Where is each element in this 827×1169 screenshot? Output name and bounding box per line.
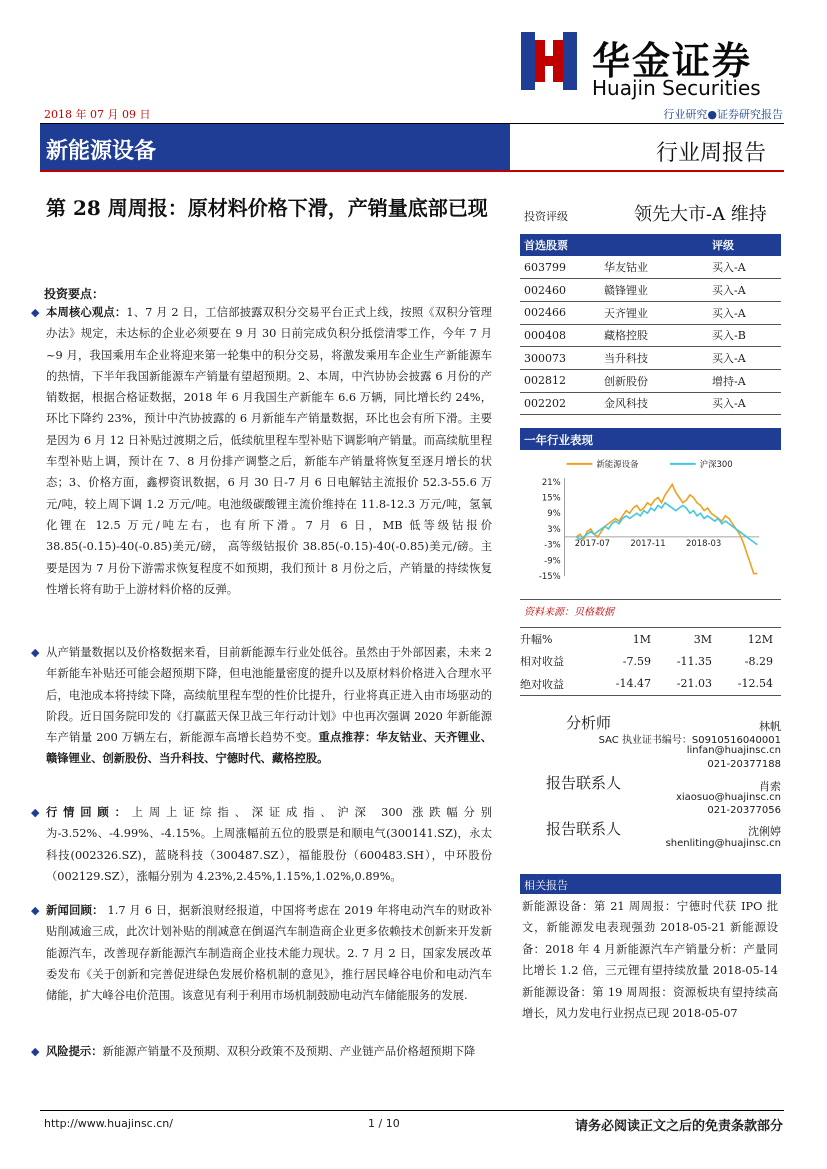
x-tick-label: 2017-07 <box>574 537 611 548</box>
page-title: 第 28 周周报：原材料价格下滑，产销量底部已现 <box>46 196 488 220</box>
stock-name: 藏格控股 <box>600 324 708 347</box>
table-row <box>520 392 781 415</box>
footer-divider <box>40 1110 784 1111</box>
chart-source: 资料来源：贝格数据 <box>524 607 614 618</box>
contact2-name: 沈俐婷 <box>748 825 781 838</box>
diamond-bullet-icon: ◆ <box>31 646 40 659</box>
y-tick-label: 9% <box>547 508 561 519</box>
stock-code: 002812 <box>520 369 600 392</box>
perf-value: -7.59 <box>622 654 651 668</box>
stock-rating: 买入-B <box>708 324 781 347</box>
perf-label: 升幅% <box>520 628 598 651</box>
perf-value: 3M <box>659 628 720 651</box>
header-red-divider <box>40 170 784 172</box>
analyst-email: linfan@huajinsc.cn <box>686 745 781 756</box>
header-rating: 评级 <box>708 234 781 256</box>
stock-name: 华友钴业 <box>600 256 708 279</box>
perf-label: 绝对收益 <box>520 673 598 696</box>
header-name <box>600 234 708 256</box>
analyst-phone: 021-20377188 <box>707 759 781 770</box>
p2-recommend: 重点推荐：华友钴业、天齐锂业、赣锋锂业、创新股份、当升科技、宁德时代、藏格控股。 <box>46 730 492 766</box>
stock-code: 000408 <box>520 324 600 347</box>
y-tick-label: -3% <box>544 539 561 550</box>
logo-cn-text: 华金证券 <box>592 39 753 83</box>
table-row <box>520 369 781 392</box>
stock-code: 603799 <box>520 256 600 279</box>
table-header-row <box>520 234 781 256</box>
rating-label: 投资评级 <box>524 210 568 223</box>
contact1-title: 报告联系人 <box>546 774 622 792</box>
page-number: 1 / 10 <box>368 1117 400 1130</box>
stock-name: 赣锋锂业 <box>600 279 708 302</box>
perf-label: 相对收益 <box>520 655 564 669</box>
footer-url-link[interactable]: http://www.huajinsc.cn/ <box>44 1117 173 1130</box>
stock-name: 天齐锂业 <box>600 301 708 324</box>
table-row <box>520 650 781 673</box>
p2-text: 从产销量数据以及价格数据来看，目前新能源车行业处低谷。虽然由于外部因素，未来 2 年新能车补贴还可能会超预期下降，但电池能量密度的提升以及原材料价格进入合理水平后，电池成本将持续下降，高续航里程车型的性价比提升，行业将真正进入由市场驱动的阶段。近日国务院印发的《打赢蓝天保卫战三年行动计划》中也再次强调 2020 年新能源车产销量 200 万辆左右，新能源车高增长趋势不变。 <box>46 646 492 745</box>
stock-rating: 买入-A <box>708 279 781 302</box>
diamond-bullet-icon: ◆ <box>31 306 40 319</box>
footer-disclaimer: 请务必阅读正文之后的免责条款部分 <box>574 1119 783 1134</box>
sector-title: 新能源设备 <box>46 138 157 164</box>
contact2-title: 报告联系人 <box>546 820 622 838</box>
stock-rating: 买入-A <box>708 347 781 370</box>
logo-en-text: Huajin Securities <box>592 76 761 100</box>
stock-pick-table <box>520 234 781 415</box>
paragraph-risk <box>31 1041 492 1062</box>
stock-code: 002460 <box>520 279 600 302</box>
performance-table <box>520 627 781 696</box>
paragraph-market-review <box>31 802 492 887</box>
perf-value: 1M <box>598 628 659 651</box>
stock-code: 300073 <box>520 347 600 370</box>
p3-text: 上周上证综指、深证成指、沪深 300 涨跌幅分别为-3.52%、-4.99%、-4.15%。上周涨幅前五位的股票是和顺电气(300141.SZ)，永太科技(002326.SZ)，蓝晓科技（300487.SZ），福能股份（600483.SH），中环股份（002129.SZ），涨幅分别为 4.23%,2.45%,1.15%,1.02%,0.89%。 <box>46 806 492 883</box>
stock-code: 002466 <box>520 301 600 324</box>
chart-title-band: 一年行业表现 <box>520 428 781 450</box>
stock-rating: 买入-A <box>708 301 781 324</box>
analyst-title: 分析师 <box>566 714 612 732</box>
p5-text: 新能源产销量不及预期、双积分政策不及预期、产业链产品价格超预期下降 <box>102 1045 476 1058</box>
perf-value: -12.54 <box>720 673 781 696</box>
stock-name: 创新股份 <box>600 369 708 392</box>
stock-code: 002202 <box>520 392 600 415</box>
contact1-phone: 021-20377056 <box>707 805 781 816</box>
diamond-bullet-icon: ◆ <box>31 904 40 917</box>
points-heading: 投资要点： <box>44 287 105 301</box>
diamond-bullet-icon: ◆ <box>31 806 40 819</box>
stock-rating: 买入-A <box>708 256 781 279</box>
contact1-name: 肖索 <box>759 780 781 793</box>
p5-label: 风险提示： <box>46 1044 103 1058</box>
stock-rating: 增持-A <box>708 369 781 392</box>
analyst-cert: SAC 执业证书编号：S0910516040001 <box>598 735 781 746</box>
paragraph-core-view <box>31 302 492 600</box>
diamond-bullet-icon: ◆ <box>31 1045 40 1058</box>
report-tags: 行业研究●证券研究报告 <box>663 108 783 121</box>
analyst-name: 林帆 <box>759 720 781 733</box>
p4-label: 新闻回顾： <box>46 903 104 917</box>
paragraph-outlook <box>31 642 492 770</box>
legend-label: 新能源设备 <box>596 458 639 469</box>
perf-value: -11.35 <box>676 654 712 668</box>
perf-header-row <box>520 628 781 651</box>
table-row <box>520 673 781 696</box>
rating-value: 领先大市-A 维持 <box>634 204 767 225</box>
y-tick-label: 3% <box>547 523 561 534</box>
related-reports-band: 相关报告 <box>520 874 781 894</box>
huajin-logo-icon <box>521 32 577 90</box>
stock-name: 金风科技 <box>600 392 708 415</box>
x-tick-label: 2017-11 <box>630 537 666 548</box>
table-row <box>520 256 781 279</box>
table-row <box>520 301 781 324</box>
perf-value: -14.47 <box>598 673 659 696</box>
p1-text: 1、7 月 2 日，工信部披露双积分交易平台正式上线，按照《双积分管理办法》规定，未达标的企业必须要在 9 月 30 日前完成负积分抵偿清零工作，今年 7 月~9 月，我国乘用车企业将迎来第一轮集中的积分交易，将激发乘用车企业生产新能源车的热情，下半年我国新能源车产销量有望超预期。2、本周，中汽协协会披露 6 月份的产销数据，根据合格证数据，2018 年 6 月我国生产新能车 6.6 万辆，同比增长约 24%，环比下降约 23%，预计中汽协披露的 6 月新能车产销量数据，环比也会有所下滑。主要是因为 6 月 12 日补贴过渡期之后，低续航里程车型补贴下调影响产销量。而高续航里程车型补贴上调，预计在 7、8 月份排产调整之后，新能车产销量将恢复至逐月增长的状态；3、价格方面，鑫椤资讯数据，6 月 30 日-7 月 6 日电解钴主流报价 52.3-55.6 万元/吨，较上周下调 1.2 万元/吨。电池级碳酸锂主流价维持在 11.8-12.3 万元/吨，氢氧化锂在 12.5 万元/吨左右，也有所下滑。7 月 6 日，MB 低等级钴报价 38.85(-0.15)-40(-0.85)美元/磅， 高等级钴报价 38.85(-0.15)-40(-0.85)美元/磅。主要是因为 7 月份下游需求恢复程度不如预期，我们预计 8 月份之后，产销量的持续恢复性增长将有助于上游材料价格的反弹。 <box>46 306 492 596</box>
x-tick-label: 2018-03 <box>686 537 722 548</box>
header-stock: 首选股票 <box>520 234 600 256</box>
stock-name: 当升科技 <box>600 347 708 370</box>
contact2-email: shenliting@huajinsc.cn <box>665 838 781 849</box>
stock-rating: 买入-A <box>708 392 781 415</box>
table-row <box>520 347 781 370</box>
y-tick-label: 21% <box>541 476 561 487</box>
perf-value: 12M <box>720 628 781 651</box>
y-tick-label: -15% <box>538 571 561 582</box>
performance-chart <box>520 452 781 600</box>
perf-value: -21.03 <box>659 673 720 696</box>
y-tick-label: 15% <box>541 492 561 503</box>
paragraph-news-review <box>31 900 492 1006</box>
p3-label: 行情回顾： <box>46 805 132 819</box>
series-line <box>574 484 758 573</box>
y-tick-label: -9% <box>544 555 561 566</box>
table-row <box>520 279 781 302</box>
p4-text: 1.7 月 6 日，据新浪财经报道，中国将考虑在 2019 年将电动汽车的财政补贴削减逾三成，此次计划补贴的削减意在倒逼汽车制造商企业更多依赖技术创新来开发新能源汽车，改善现存新能源汽车制造商企业技术能力现状。2. 7 月 2 日，国家发展改革委发布《关于创新和完善促进绿色发展价格机制的意见》，推行居民峰谷电价和电动汽车储能，扩大峰谷电价范围。该意见有利于利用市场机制鼓励电动汽车储能服务的发展. <box>46 904 492 1003</box>
table-row <box>520 324 781 347</box>
report-date: 2018 年 07 月 09 日 <box>44 108 151 121</box>
contact1-email: xiaosuo@huajinsc.cn <box>675 792 781 803</box>
p1-label: 本周核心观点： <box>46 305 127 319</box>
report-type: 行业周报告 <box>656 141 767 166</box>
perf-value: -8.29 <box>744 654 773 668</box>
legend-label: 沪深300 <box>699 458 733 469</box>
related-reports-text: 新能源设备：第 21 周周报：宁德时代获 IPO 批文，新能源发电表现强劲 2018-05-21 新能源设备：2018 年 4 月新能源汽车产销量分析：产量同比增长 1.2 倍，三元锂有望持续放量 2018-05-14 新能源设备：第 19 周周报：资源板块有望持续高增长，风力发电行业拐点已现 2018-05-07 <box>522 900 778 1021</box>
